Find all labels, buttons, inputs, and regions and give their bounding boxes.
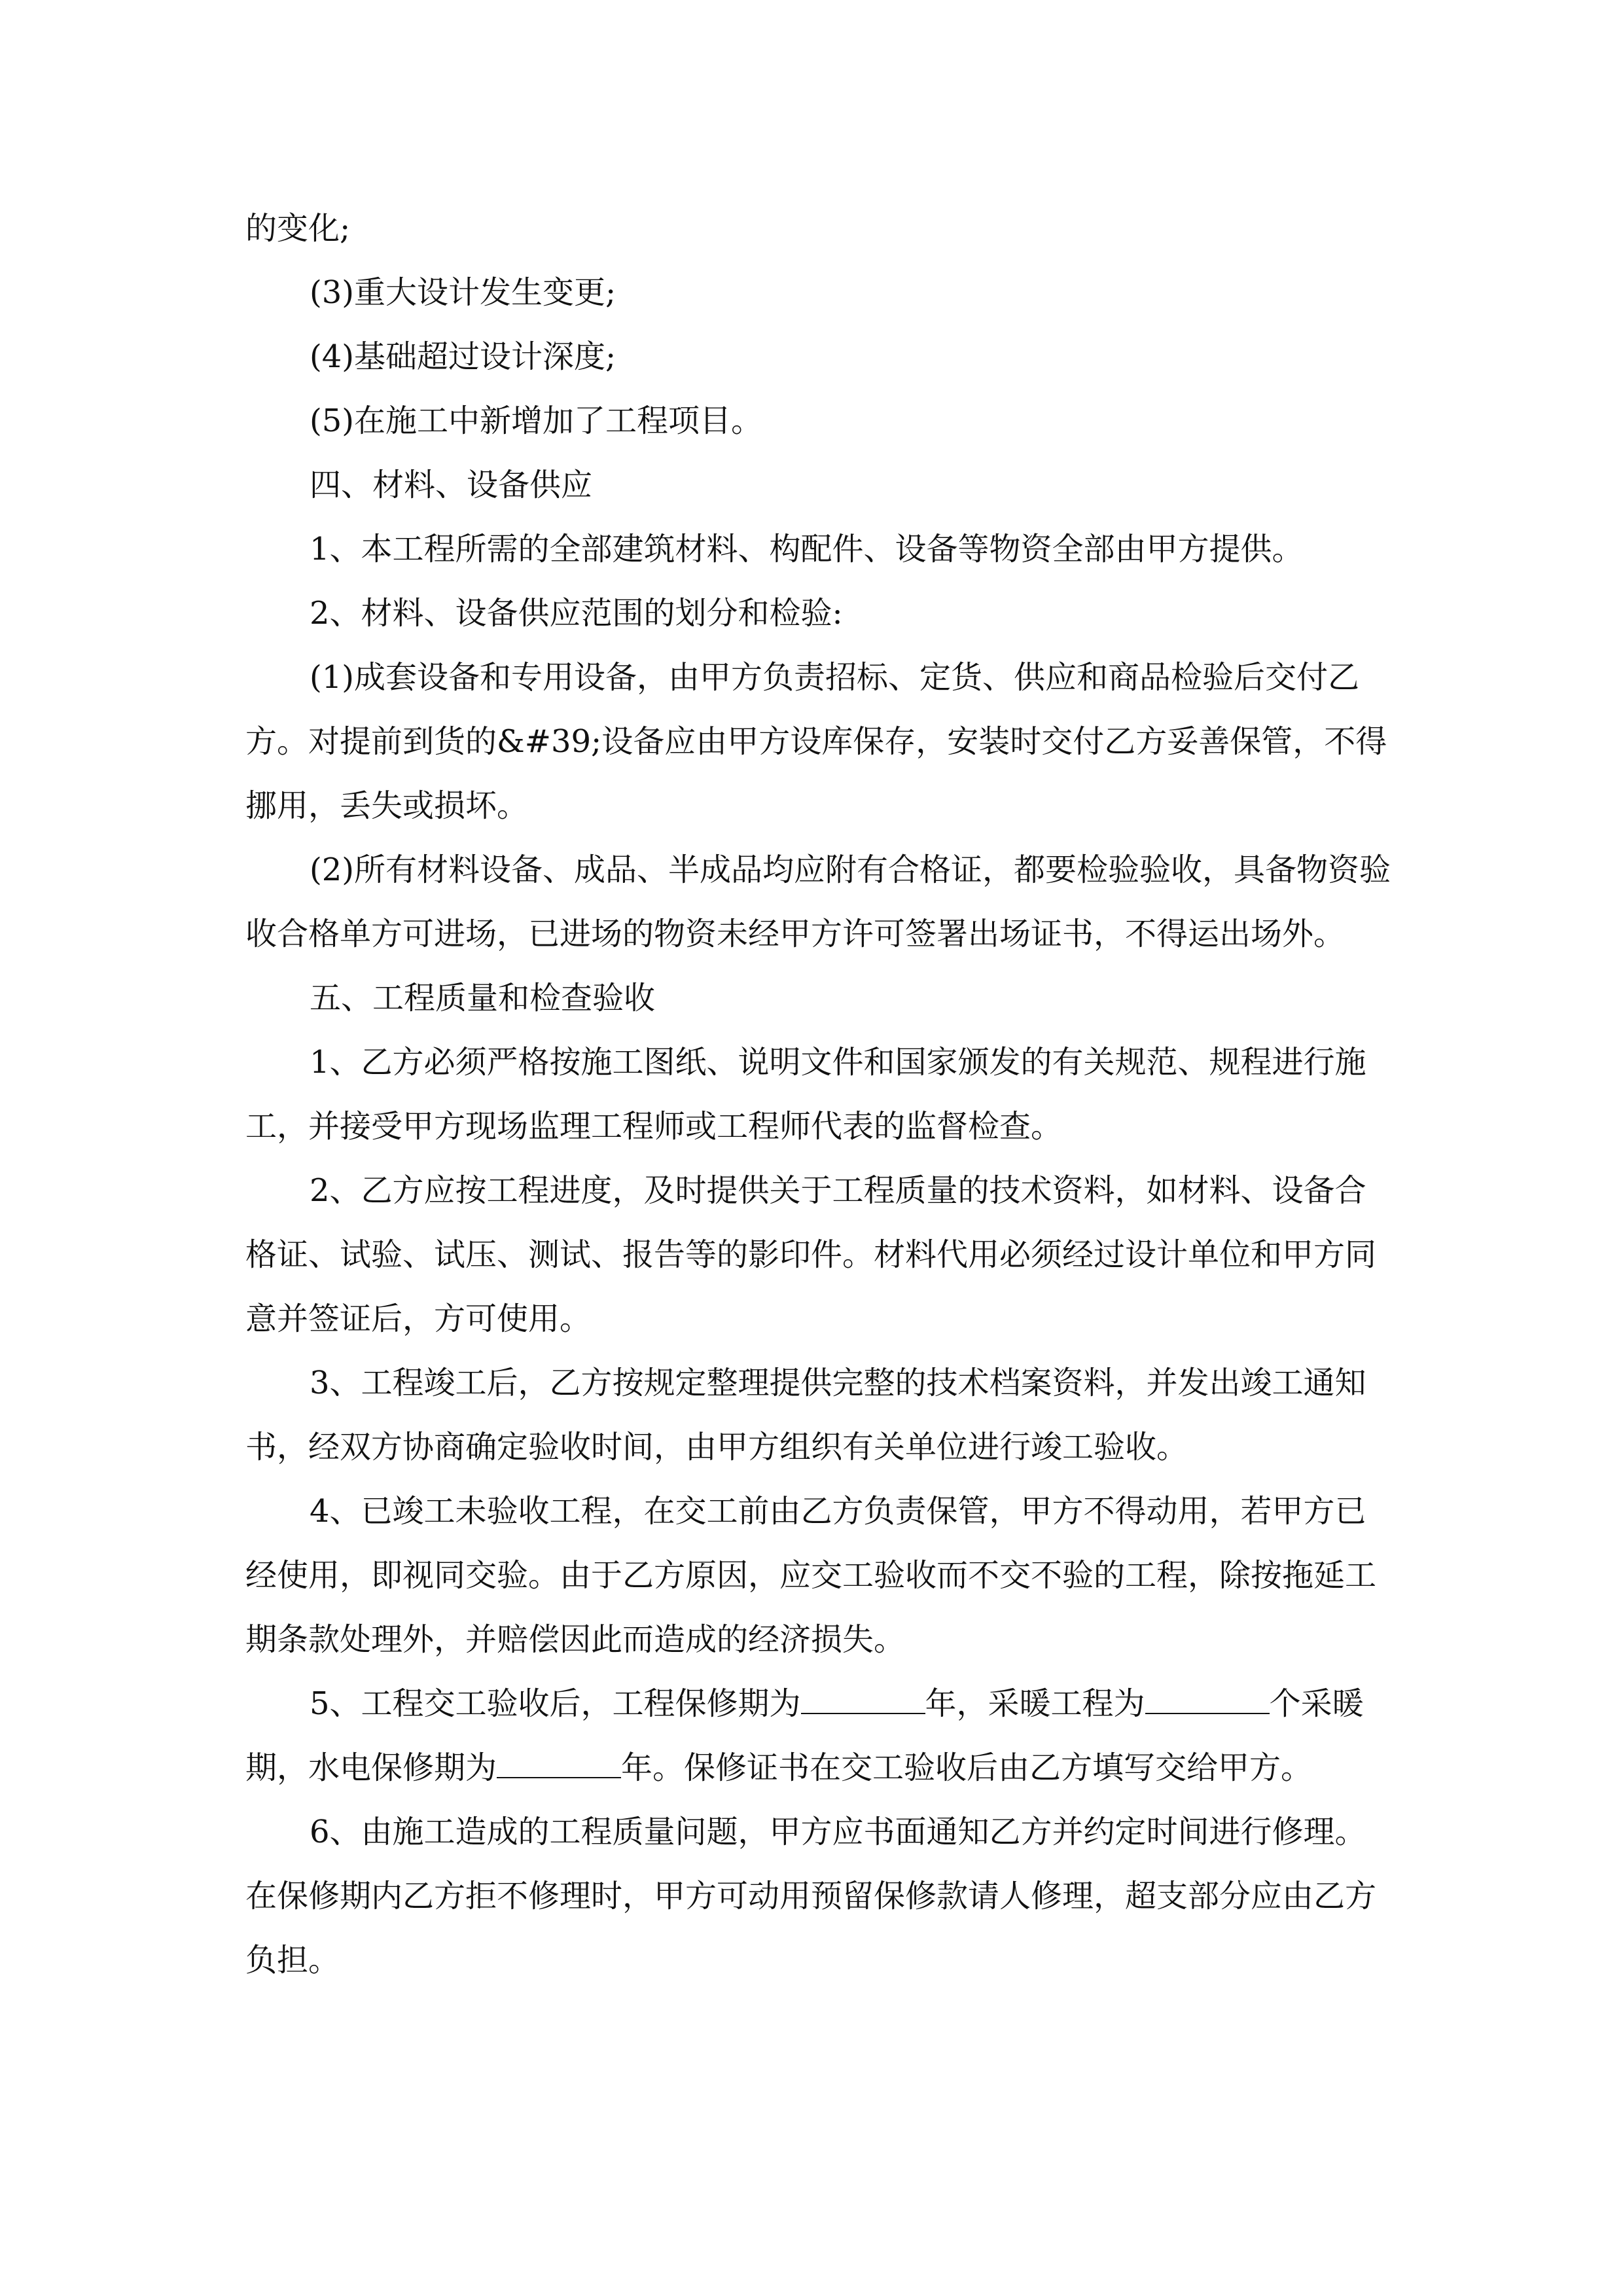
blank-heating-periods <box>1145 1687 1270 1714</box>
paragraph-item-3: (3)重大设计发生变更; <box>310 274 616 311</box>
paragraph-quality-5 <box>245 1672 1394 1800</box>
paragraph-quality-6: 6、由施工造成的工程质量问题，甲方应书面通知乙方并约定时间进行修理。在保修期内乙方拒不修理时，甲方可动用预留保修款请人修理，超支部分应由乙方负担。 <box>245 1814 1377 1979</box>
warranty-text-4: 年。保修证书在交工验收后由乙方填写交给甲方。 <box>621 1749 1313 1786</box>
paragraph-materials-2-2: (2)所有材料设备、成品、半成品均应附有合格证，都要检验验收，具备物资验收合格单方可进场，已进场的物资未经甲方许可签署出场证书，不得运出场外。 <box>245 852 1391 952</box>
blank-utilities-years <box>497 1751 621 1778</box>
paragraph-quality-2: 2、乙方应按工程进度，及时提供关于工程质量的技术资料，如材料、设备合格证、试验、试压、测试、报告等的影印件。材料代用必须经过设计单位和甲方同意并签证后，方可使用。 <box>245 1172 1377 1337</box>
warranty-text-3: 个采暖期，水电保修期为 <box>245 1685 1364 1786</box>
paragraph-quality-3: 3、工程竣工后，乙方按规定整理提供完整的技术档案资料，并发出竣工通知书，经双方协商确定验收时间，由甲方组织有关单位进行竣工验收。 <box>245 1365 1366 1465</box>
warranty-text-2: 年，采暖工程为 <box>925 1685 1145 1722</box>
paragraph-quality-1: 1、乙方必须严格按施工图纸、说明文件和国家颁发的有关规范、规程进行施工，并接受甲方现场监理工程师或工程师代表的监督检查。 <box>245 1044 1366 1145</box>
section-heading-materials: 四、材料、设备供应 <box>310 467 593 503</box>
paragraph-materials-2: 2、材料、设备供应范围的划分和检验: <box>310 595 843 632</box>
document-body <box>245 196 1394 1992</box>
paragraph-quality-4: 4、已竣工未验收工程，在交工前由乙方负责保管，甲方不得动用，若甲方已经使用，即视同交验。由于乙方原因，应交工验收而不交不验的工程，除按拖延工期条款处理外，并赔偿因此而造成的经济损失。 <box>245 1493 1377 1658</box>
blank-warranty-years <box>801 1687 925 1714</box>
paragraph-item-5: (5)在施工中新增加了工程项目。 <box>310 403 762 439</box>
paragraph-materials-1: 1、本工程所需的全部建筑材料、构配件、设备等物资全部由甲方提供。 <box>310 531 1304 567</box>
paragraph-continuation: 的变化; <box>245 210 351 247</box>
paragraph-materials-2-1: (1)成套设备和专用设备，由甲方负责招标、定货、供应和商品检验后交付乙方。对提前到货的&#39;设备应由甲方设库保存，安装时交付乙方妥善保管，不得挪用，丢失或损坏。 <box>245 659 1387 824</box>
paragraph-item-4: (4)基础超过设计深度; <box>310 338 616 375</box>
section-heading-quality: 五、工程质量和检查验收 <box>310 980 656 1016</box>
warranty-text-1: 5、工程交工验收后，工程保修期为 <box>310 1685 801 1722</box>
